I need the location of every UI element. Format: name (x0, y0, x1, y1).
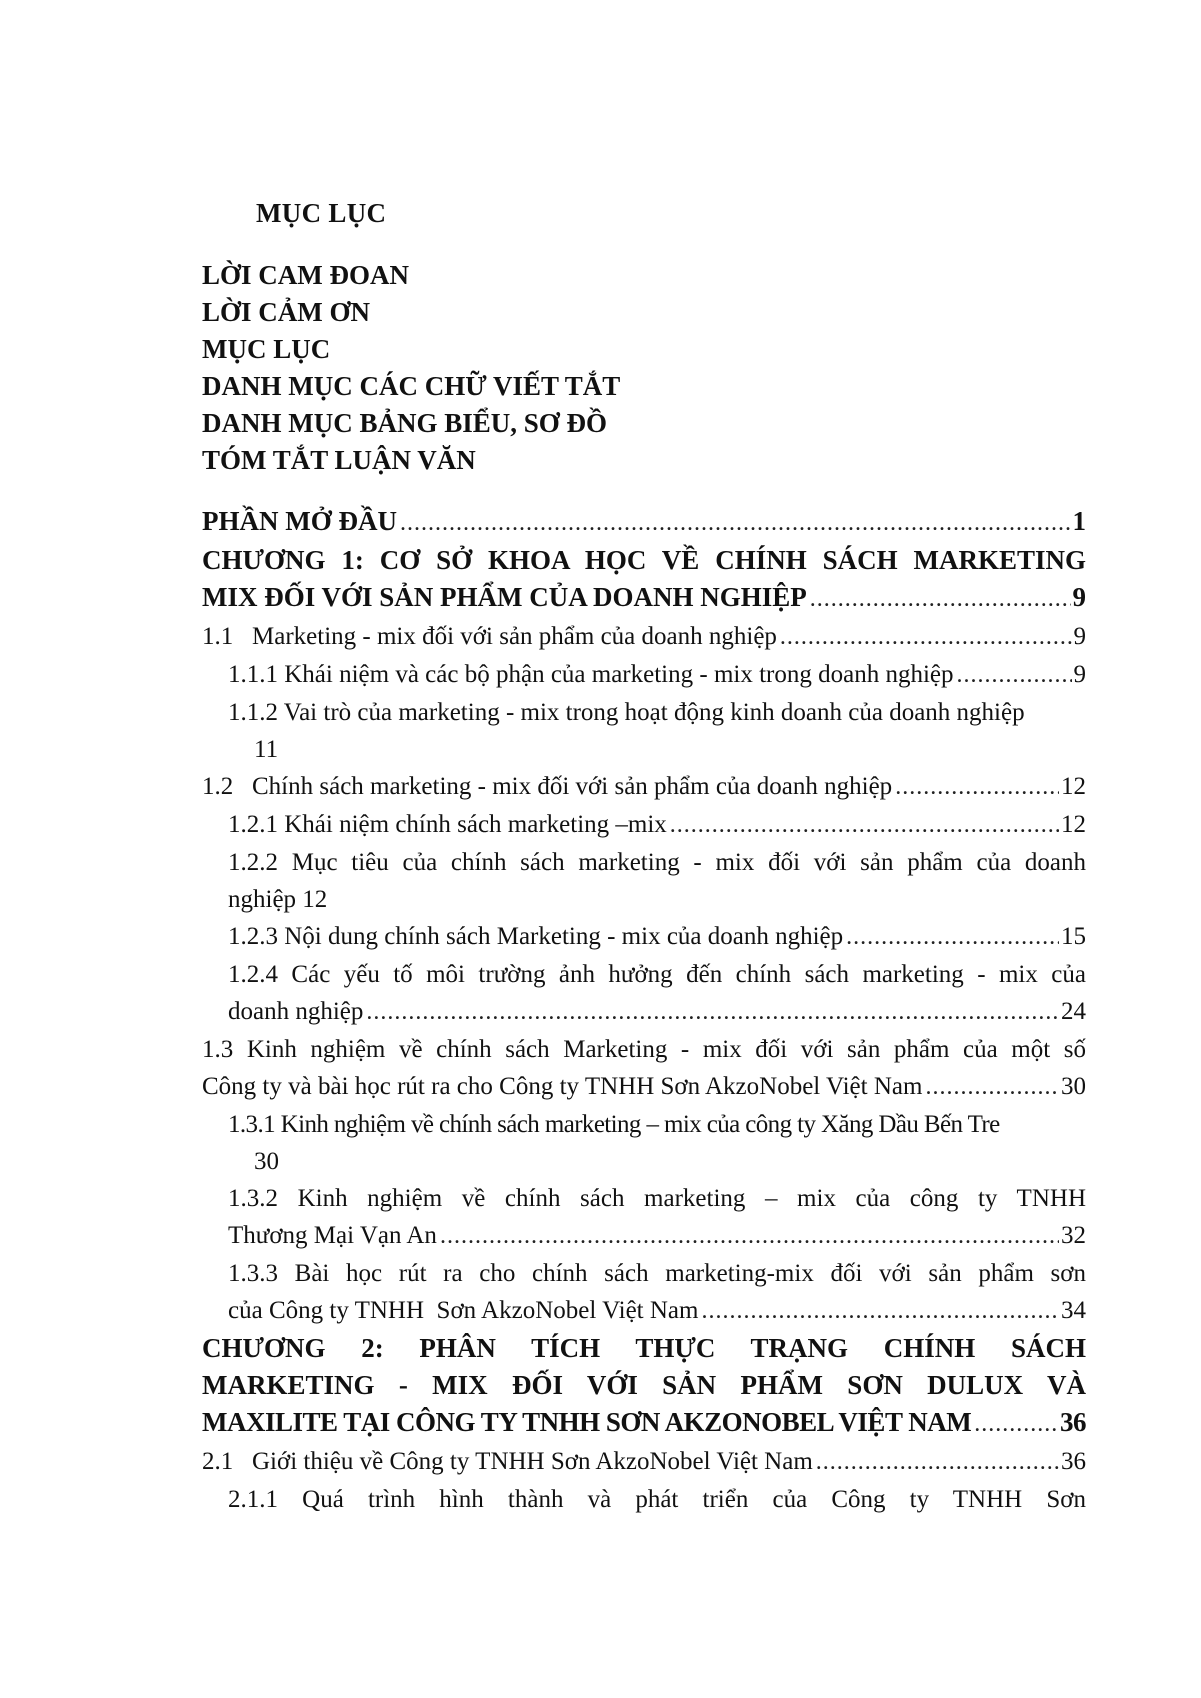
toc-entry-1-1-2[interactable] (202, 694, 1086, 731)
toc-page-number: 15 (1061, 923, 1086, 950)
toc-entry-1-2[interactable] (202, 768, 1086, 806)
dot-leader (701, 1293, 1059, 1330)
toc-entry-2-1-1[interactable] (202, 1481, 1086, 1518)
dot-leader (895, 769, 1059, 806)
dot-leader (957, 657, 1072, 694)
toc-entry-text: 1.3.3 Bài học rút ra cho chính sách marketing-mix đối với sản phẩm sơn (228, 1260, 1086, 1287)
toc-page-number: 11 (254, 736, 279, 763)
dot-leader (780, 619, 1072, 656)
toc-page-number: 12 (1061, 773, 1086, 800)
toc-entry-text: 1.3 Kinh nghiệm về chính sách Marketing - mix đối với sản phẩm của một số (202, 1036, 1086, 1063)
toc-page-number: 12 (302, 886, 328, 913)
toc-page-number: 36 (1060, 1407, 1086, 1437)
toc-entry-text: CHƯƠNG 1: CƠ SỞ KHOA HỌC VỀ CHÍNH SÁCH MARKETING (202, 545, 1086, 575)
toc-entry-text: 1.2.1 Khái niệm chính sách marketing –mix (228, 811, 667, 838)
toc-entry-text: Chính sách marketing - mix đối với sản phẩm của doanh nghiệp (252, 773, 893, 800)
front-matter-list (202, 257, 1086, 479)
toc-entry-1-3-2-cont[interactable] (202, 1217, 1086, 1255)
toc-entry-text: 1.3.1 Kinh nghiệm về chính sách marketing – mix của công ty Xăng Dầu Bến Tre (228, 1111, 1000, 1138)
dot-leader (816, 1444, 1059, 1481)
toc-entry-1-1[interactable] (202, 618, 1086, 656)
toc-entry-chapter-2[interactable] (202, 1330, 1086, 1367)
toc-entry-1-1-1[interactable] (202, 656, 1086, 694)
toc-entry-text: nghiệp (228, 886, 297, 913)
toc-entry-1-3-cont[interactable] (202, 1068, 1086, 1106)
front-matter-item[interactable]: TÓM TẮT LUẬN VĂN (202, 445, 476, 475)
toc-entry-1-3-1[interactable] (202, 1106, 1086, 1143)
toc-entry-1-2-1[interactable] (202, 806, 1086, 844)
toc-entry-1-2-3[interactable] (202, 918, 1086, 956)
toc-entry-text: 1.2.2 Mục tiêu của chính sách marketing - mix đối với sản phẩm của doanh (228, 849, 1086, 876)
toc-page-number: 9 (1073, 661, 1086, 688)
toc-list (202, 503, 1086, 1518)
toc-entry-text: MAXILITE TẠI CÔNG TY TNHH SƠN AKZONOBEL VIỆT NAM (202, 1407, 972, 1437)
toc-page-number: 30 (1061, 1073, 1086, 1100)
toc-entry-text: MARKETING - MIX ĐỐI VỚI SẢN PHẨM SƠN DULUX VÀ (202, 1370, 1086, 1400)
toc-entry-intro[interactable] (202, 503, 1086, 542)
toc-entry-chapter-2-cont[interactable] (202, 1367, 1086, 1404)
section-number: 1.2 (202, 773, 234, 800)
toc-entry-text: 2.1.1 Quá trình hình thành và phát triển của Công ty TNHH Sơn (228, 1486, 1086, 1513)
toc-entry-text: 1.1.2 Vai trò của marketing - mix trong hoạt động kinh doanh của doanh nghiệp (228, 699, 1025, 726)
section-number: 2.1 (202, 1448, 234, 1475)
toc-entry-chapter-1-cont[interactable] (202, 579, 1086, 618)
dot-leader (846, 919, 1059, 956)
dot-leader (974, 1406, 1058, 1443)
front-matter-item[interactable]: DANH MỤC CÁC CHỮ VIẾT TẮT (202, 371, 621, 401)
toc-entry-chapter-1[interactable] (202, 542, 1086, 579)
dot-leader (400, 505, 1071, 542)
toc-entry-1-3-3[interactable] (202, 1255, 1086, 1292)
toc-entry-1-2-4[interactable] (202, 956, 1086, 993)
toc-entry-1-1-2-page (202, 731, 1086, 768)
toc-entry-text: MIX ĐỐI VỚI SẢN PHẨM CỦA DOANH NGHIỆP (202, 582, 807, 612)
toc-page-number: 9 (1072, 582, 1086, 612)
toc-entry-text: Thương Mại Vạn An (228, 1222, 437, 1249)
toc-entry-text: Giới thiệu về Công ty TNHH Sơn AkzoNobel Việt Nam (252, 1448, 813, 1475)
toc-entry-1-3-3-cont[interactable] (202, 1292, 1086, 1330)
toc-page-number: 9 (1073, 623, 1086, 650)
toc-entry-text: Marketing - mix đối với sản phẩm của doanh nghiệp (252, 623, 777, 650)
toc-entry-text: Công ty và bài học rút ra cho Công ty TNHH Sơn AkzoNobel Việt Nam (202, 1073, 923, 1100)
page-title: MỤC LỤC (256, 198, 387, 228)
toc-entry-1-2-2[interactable] (202, 844, 1086, 881)
toc-entry-1-2-2-cont[interactable] (202, 881, 1086, 918)
toc-page-number: 12 (1061, 811, 1086, 838)
dot-leader (440, 1218, 1059, 1255)
toc-entry-1-3-1-page (202, 1143, 1086, 1180)
toc-entry-text: CHƯƠNG 2: PHÂN TÍCH THỰC TRẠNG CHÍNH SÁCH (202, 1333, 1086, 1363)
section-number: 1.1 (202, 623, 234, 650)
dot-leader (810, 581, 1071, 618)
toc-page-number: 32 (1061, 1222, 1086, 1249)
toc-entry-2-1[interactable] (202, 1443, 1086, 1481)
toc-page-number: 1 (1072, 506, 1086, 536)
toc-page-number: 36 (1061, 1448, 1086, 1475)
toc-entry-text: 1.3.2 Kinh nghiệm về chính sách marketing – mix của công ty TNHH (228, 1185, 1086, 1212)
toc-page-number: 34 (1061, 1297, 1086, 1324)
toc-entry-text: của Công ty TNHH Sơn AkzoNobel Việt Nam (228, 1297, 699, 1324)
dot-leader (670, 807, 1059, 844)
toc-entry-text: 1.1.1 Khái niệm và các bộ phận của marketing - mix trong doanh nghiệp (228, 661, 954, 688)
front-matter-item[interactable]: LỜI CAM ĐOAN (202, 260, 409, 290)
front-matter-item[interactable]: DANH MỤC BẢNG BIỂU, SƠ ĐỒ (202, 408, 608, 438)
toc-entry-1-3-2[interactable] (202, 1180, 1086, 1217)
front-matter-item[interactable]: LỜI CẢM ƠN (202, 297, 370, 327)
toc-entry-text: PHẦN MỞ ĐẦU (202, 506, 397, 536)
toc-entry-text: doanh nghiệp (228, 998, 364, 1025)
toc-entry-1-2-4-cont[interactable] (202, 993, 1086, 1031)
front-matter-item[interactable]: MỤC LỤC (202, 334, 331, 364)
dot-leader (925, 1069, 1059, 1106)
toc-entry-text: 1.2.4 Các yếu tố môi trường ảnh hưởng đến chính sách marketing - mix của (228, 961, 1086, 988)
toc-entry-1-3[interactable] (202, 1031, 1086, 1068)
toc-entry-text: 1.2.3 Nội dung chính sách Marketing - mix của doanh nghiệp (228, 923, 844, 950)
toc-page-number: 24 (1061, 998, 1086, 1025)
toc-page-number: 30 (254, 1148, 279, 1175)
dot-leader (366, 994, 1059, 1031)
toc-entry-chapter-2-cont2[interactable] (202, 1404, 1086, 1443)
